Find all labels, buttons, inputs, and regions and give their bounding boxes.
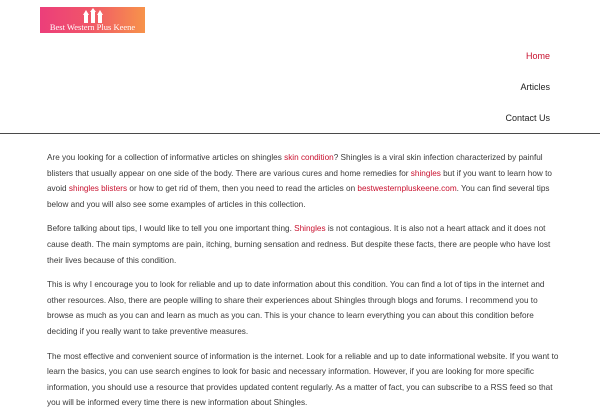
- article-content: [47, 150, 559, 420]
- nav-item-articles[interactable]: Articles: [520, 82, 550, 92]
- hotel-emblem-icon: [83, 8, 103, 23]
- text-segment: ? Shingles is a viral skin infection characterized by painful blisters that usually appear on one side of the body. There are various cures and home remedies for: [47, 153, 543, 178]
- text-segment: Before talking about tips, I would like to tell you one important thing.: [47, 224, 295, 234]
- link-site-domain[interactable]: bestwesternpluskeene.com: [357, 184, 457, 194]
- text-segment: Are you looking for a collection of informative articles on shingles: [47, 153, 285, 162]
- article-paragraph-3: This is why I encourage you to look for reliable and up to date information about this condition. You can find a lot of tips in the internet and other resources. Also, there are people willing to share their experiences about Shingles through blogs and forums. I recommend you to browse as much as you can and learn as much as you can. This is your chance to learn everything you can about this condition before deciding if you really want to take preventive measures.: [47, 280, 545, 336]
- article-paragraph-2: [47, 221, 559, 268]
- site-logo[interactable]: [40, 7, 145, 33]
- link-shingles-2[interactable]: Shingles: [294, 224, 326, 234]
- text-segment: but if you want to learn how to avoid: [47, 168, 552, 194]
- link-shingles[interactable]: shingles: [410, 168, 441, 178]
- link-shingles-blisters[interactable]: shingles blisters: [68, 184, 128, 194]
- logo-text: Best Western Plus Keene: [49, 22, 136, 32]
- link-skin-condition[interactable]: skin condition: [284, 153, 334, 162]
- text-segment: is not contagious. It is also not a heart attack and it does not cause death. The main symptoms are pain, itching, burning sensation and redness. But despite these facts, there are people who have lost their lives because of this condition.: [47, 224, 551, 265]
- article-paragraph-4: The most effective and convenient source of information is the internet. Look for a reliable and up to date informational website. If you want to learn the basics, you can use search engines to look for basic and necessary information. However, if you are looking for more specific information, you should use a resource that provides updated content regularly. As a matter of fact, you can subscribe to a RSS feed so that you will be informed every time there is new information about Shingles.: [47, 351, 559, 408]
- main-nav: [505, 44, 550, 137]
- text-segment: . You can find several tips below and you will also see some examples of articles in this collection.: [47, 184, 550, 209]
- site-header: [0, 0, 600, 134]
- nav-item-contact-us[interactable]: Contact Us: [505, 113, 550, 123]
- nav-item-home[interactable]: Home: [525, 51, 550, 61]
- text-segment: or how to get rid of them, then you need to read the articles on: [127, 184, 358, 194]
- article-paragraph-1: [47, 150, 559, 212]
